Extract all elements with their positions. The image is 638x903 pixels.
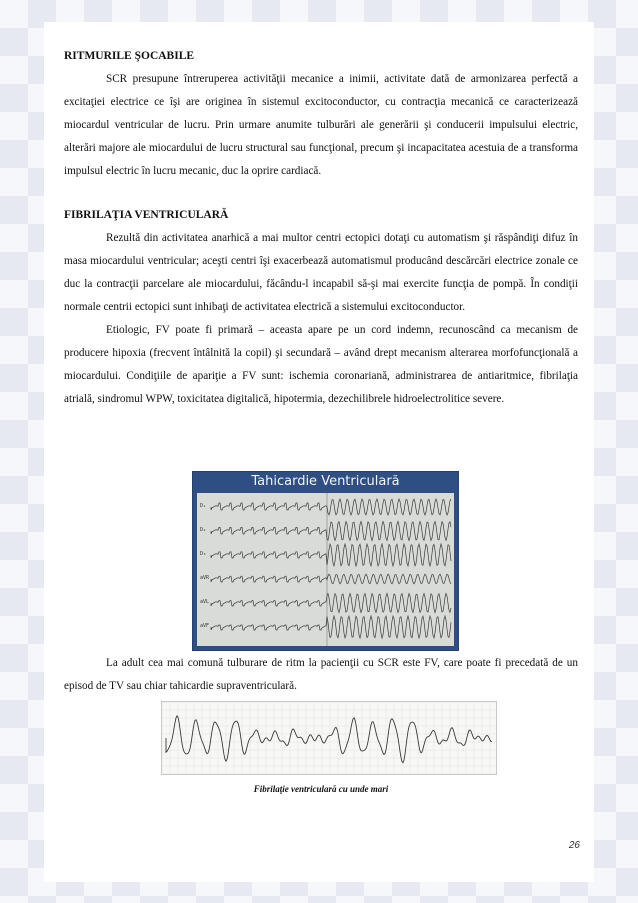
ecg-lead-trace [211, 522, 451, 541]
ecg-traces-tv [197, 493, 454, 646]
ecg-strip-tv [197, 493, 454, 646]
lead-label: D₁ [200, 503, 207, 509]
after-figure-block [64, 652, 578, 698]
page-number: 26 [568, 840, 580, 851]
lead-label: D₃ [200, 551, 207, 557]
ecg-lead-trace [211, 616, 451, 638]
figure-ventricular-tachycardia [192, 471, 459, 651]
ecg-trace-fv [162, 702, 496, 774]
ecg-lead-trace [211, 574, 451, 584]
lead-label: aVL [200, 599, 210, 605]
lead-label: D₂ [200, 527, 207, 533]
figure-caption: Fibrilaţie ventriculară cu unde mari [253, 784, 389, 794]
paragraph-adult-fv: La adult cea mai comună tulburare de ritm la pacienţii cu SCR este FV, care poate fi precedată de un episod de TV sau chiar tahicardie supraventriculară. [64, 657, 578, 692]
ecg-lead-trace [211, 594, 451, 613]
section-heading-socable: RITMURILE ŞOCABILE [64, 50, 195, 62]
paragraph-fv-etiology: Etiologic, FV poate fi primară – aceasta apare pe un cord indemn, recunoscând ca mecanism de producere hipoxia (frecvent întâlnită la copil) şi secundară – având drept mecanism alterarea morfofuncţională a miocardului. Condiţiile de apariţie a FV sunt: ischemia coronariană, administrarea de antiaritmice, fibrilaţia atrială, sindromul WPW, toxicitatea digitalică, hipotermia, dezechilibrele hidroelectrolitice severe. [64, 324, 578, 405]
lead-label: aVR [200, 575, 210, 581]
document-body [64, 44, 578, 411]
paragraph-fv-mechanism: Rezultă din activitatea anarhică a mai multor centri ectopici dotaţi cu automatism şi răspândiţi difuz în masa miocardului ventricular; aceşti centri îşi exacerbează automatismul producând descărcări electrice zonale ce duc la contracţii parcelare ale miocardului, făcându-l incapabil să-şi mai exercite funcţia de pompă. În condiţii normale centrii ectopici sunt inhibaţi de activitatea electrică a sistemului excitoconductor. [64, 232, 578, 313]
lead-label: aVF [200, 623, 210, 629]
figure-ventricular-fibrillation [161, 701, 497, 775]
fv-trace [166, 716, 492, 763]
figure-title: Tahicardie Ventriculară [251, 474, 400, 489]
ecg-lead-trace [211, 499, 451, 515]
paragraph-scr: SCR presupune întreruperea activităţii mecanice a inimii, activitate dată de armonizarea perfectă a excitaţiei electrice ce îşi are originea în sistemul excitoconductor, cu contracţia mecanică ce caracterizează miocardul ventricular de lucru. Prin urmare anumite tulburări ale generării şi conducerii impulsului electric, alterări majore ale miocardului de lucru structural sau funcţional, precum şi incapacitatea acestuia de a transforma impulsul electric în lucru mecanic, duc la oprire cardiacă. [64, 73, 578, 177]
ecg-lead-trace [211, 544, 451, 566]
section-heading-fv: FIBRILAŢIA VENTRICULARĂ [64, 209, 229, 221]
